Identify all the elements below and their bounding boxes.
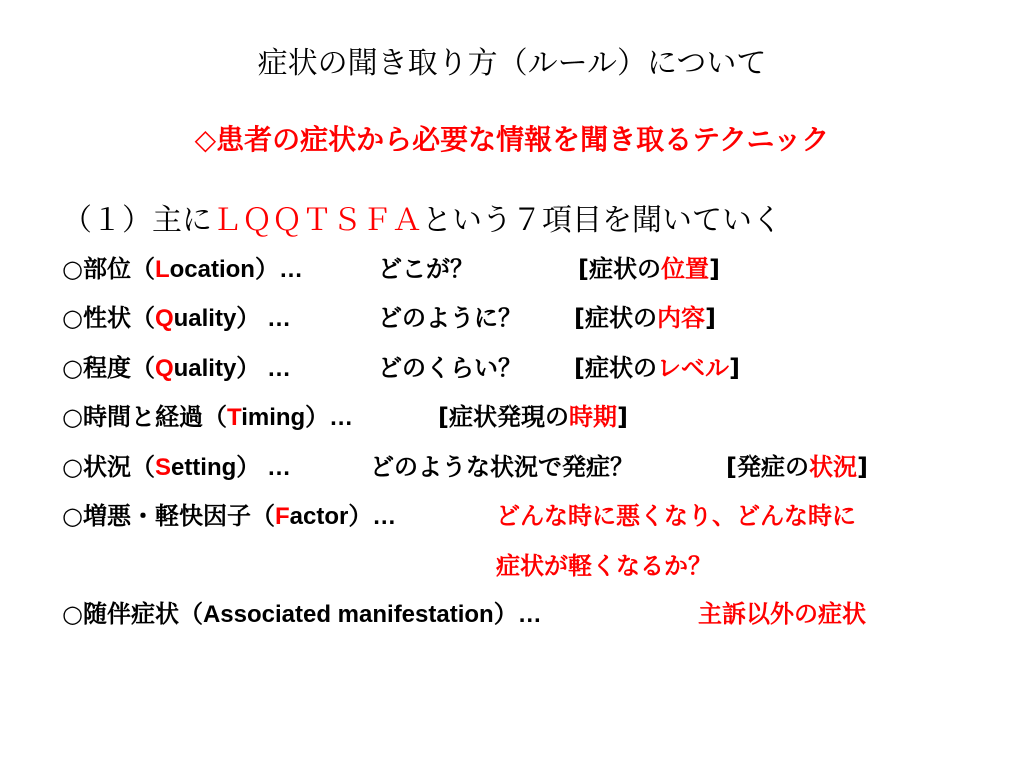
item-question-red-continued: 症状が軽くなるか？ [496,552,712,580]
item-question: どのような状況で発症？ [370,453,634,481]
list-item-timing [62,397,353,437]
item-question: どこが？ [378,255,474,283]
item-key-letter: T [226,404,242,431]
bracket-close: ] [856,453,868,481]
list-item-quality-nature [62,298,291,338]
item-key-rest: etting） … [170,454,291,481]
bracket-red: 内容 [656,304,705,332]
item-label: ○部位（ [62,255,155,283]
slide-title: 症状の聞き取り方（ルール）について [257,46,767,81]
item-key-letter: S [154,454,171,481]
bracket-open: [症状発現の [438,403,569,431]
list-item-setting [62,447,291,487]
intro-prefix: （１）主に [62,203,212,238]
item-question-red: どんな時に悪くなり、どんな時に [496,502,856,530]
item-label: ○増悪・軽快因子（ [62,502,275,530]
intro-suffix: という７項目を聞いていく [422,203,782,238]
item-label: ○状況（ [62,453,155,481]
item-key-letter: Q [154,355,174,382]
bracket-open: [症状の [578,255,661,283]
item-bracket [726,447,868,487]
item-bracket [438,397,628,437]
item-label: ○時間と経過（ [62,403,227,431]
bracket-open: [症状の [574,304,657,332]
item-bracket [574,298,716,338]
bracket-open: [症状の [574,354,657,382]
list-item-quality-degree [62,348,291,388]
bracket-red: 状況 [808,453,857,481]
bracket-red: 位置 [660,255,709,283]
item-key-rest: ocation）… [169,256,303,283]
item-key-letter: F [274,503,290,530]
item-key-rest: actor）… [289,503,397,530]
bracket-close: ] [708,255,720,283]
bracket-open: [発症の [726,453,809,481]
list-item-location [62,249,303,289]
item-label: ○性状（ [62,304,155,332]
item-label: ○随伴症状（ [62,600,203,628]
item-question: どのように？ [378,304,522,332]
bracket-red: 時期 [568,403,617,431]
item-bracket [578,249,720,289]
item-key-rest: iming）… [241,404,354,431]
bracket-close: ] [728,354,740,382]
item-key-rest: uality） … [173,355,291,382]
intro-acronym: ＬＱＱＴＳＦＡ [212,203,422,238]
list-item-factor [62,496,396,536]
item-key-letter: L [154,256,170,283]
item-label: ○程度（ [62,354,155,382]
item-question: どのくらい？ [378,354,522,382]
list-item-associated [62,594,542,634]
item-question-red: 主訴以外の症状 [698,600,866,628]
bracket-close: ] [704,304,716,332]
bracket-close: ] [616,403,628,431]
item-key-rest: Associated manifestation）… [202,601,542,628]
item-key-letter: Q [154,305,174,332]
item-bracket [574,348,740,388]
bracket-red: レベル [656,354,729,382]
intro-line [62,195,782,239]
item-key-rest: uality） … [173,305,291,332]
slide-subtitle: ◇患者の症状から必要な情報を聞き取るテクニック [194,123,830,156]
